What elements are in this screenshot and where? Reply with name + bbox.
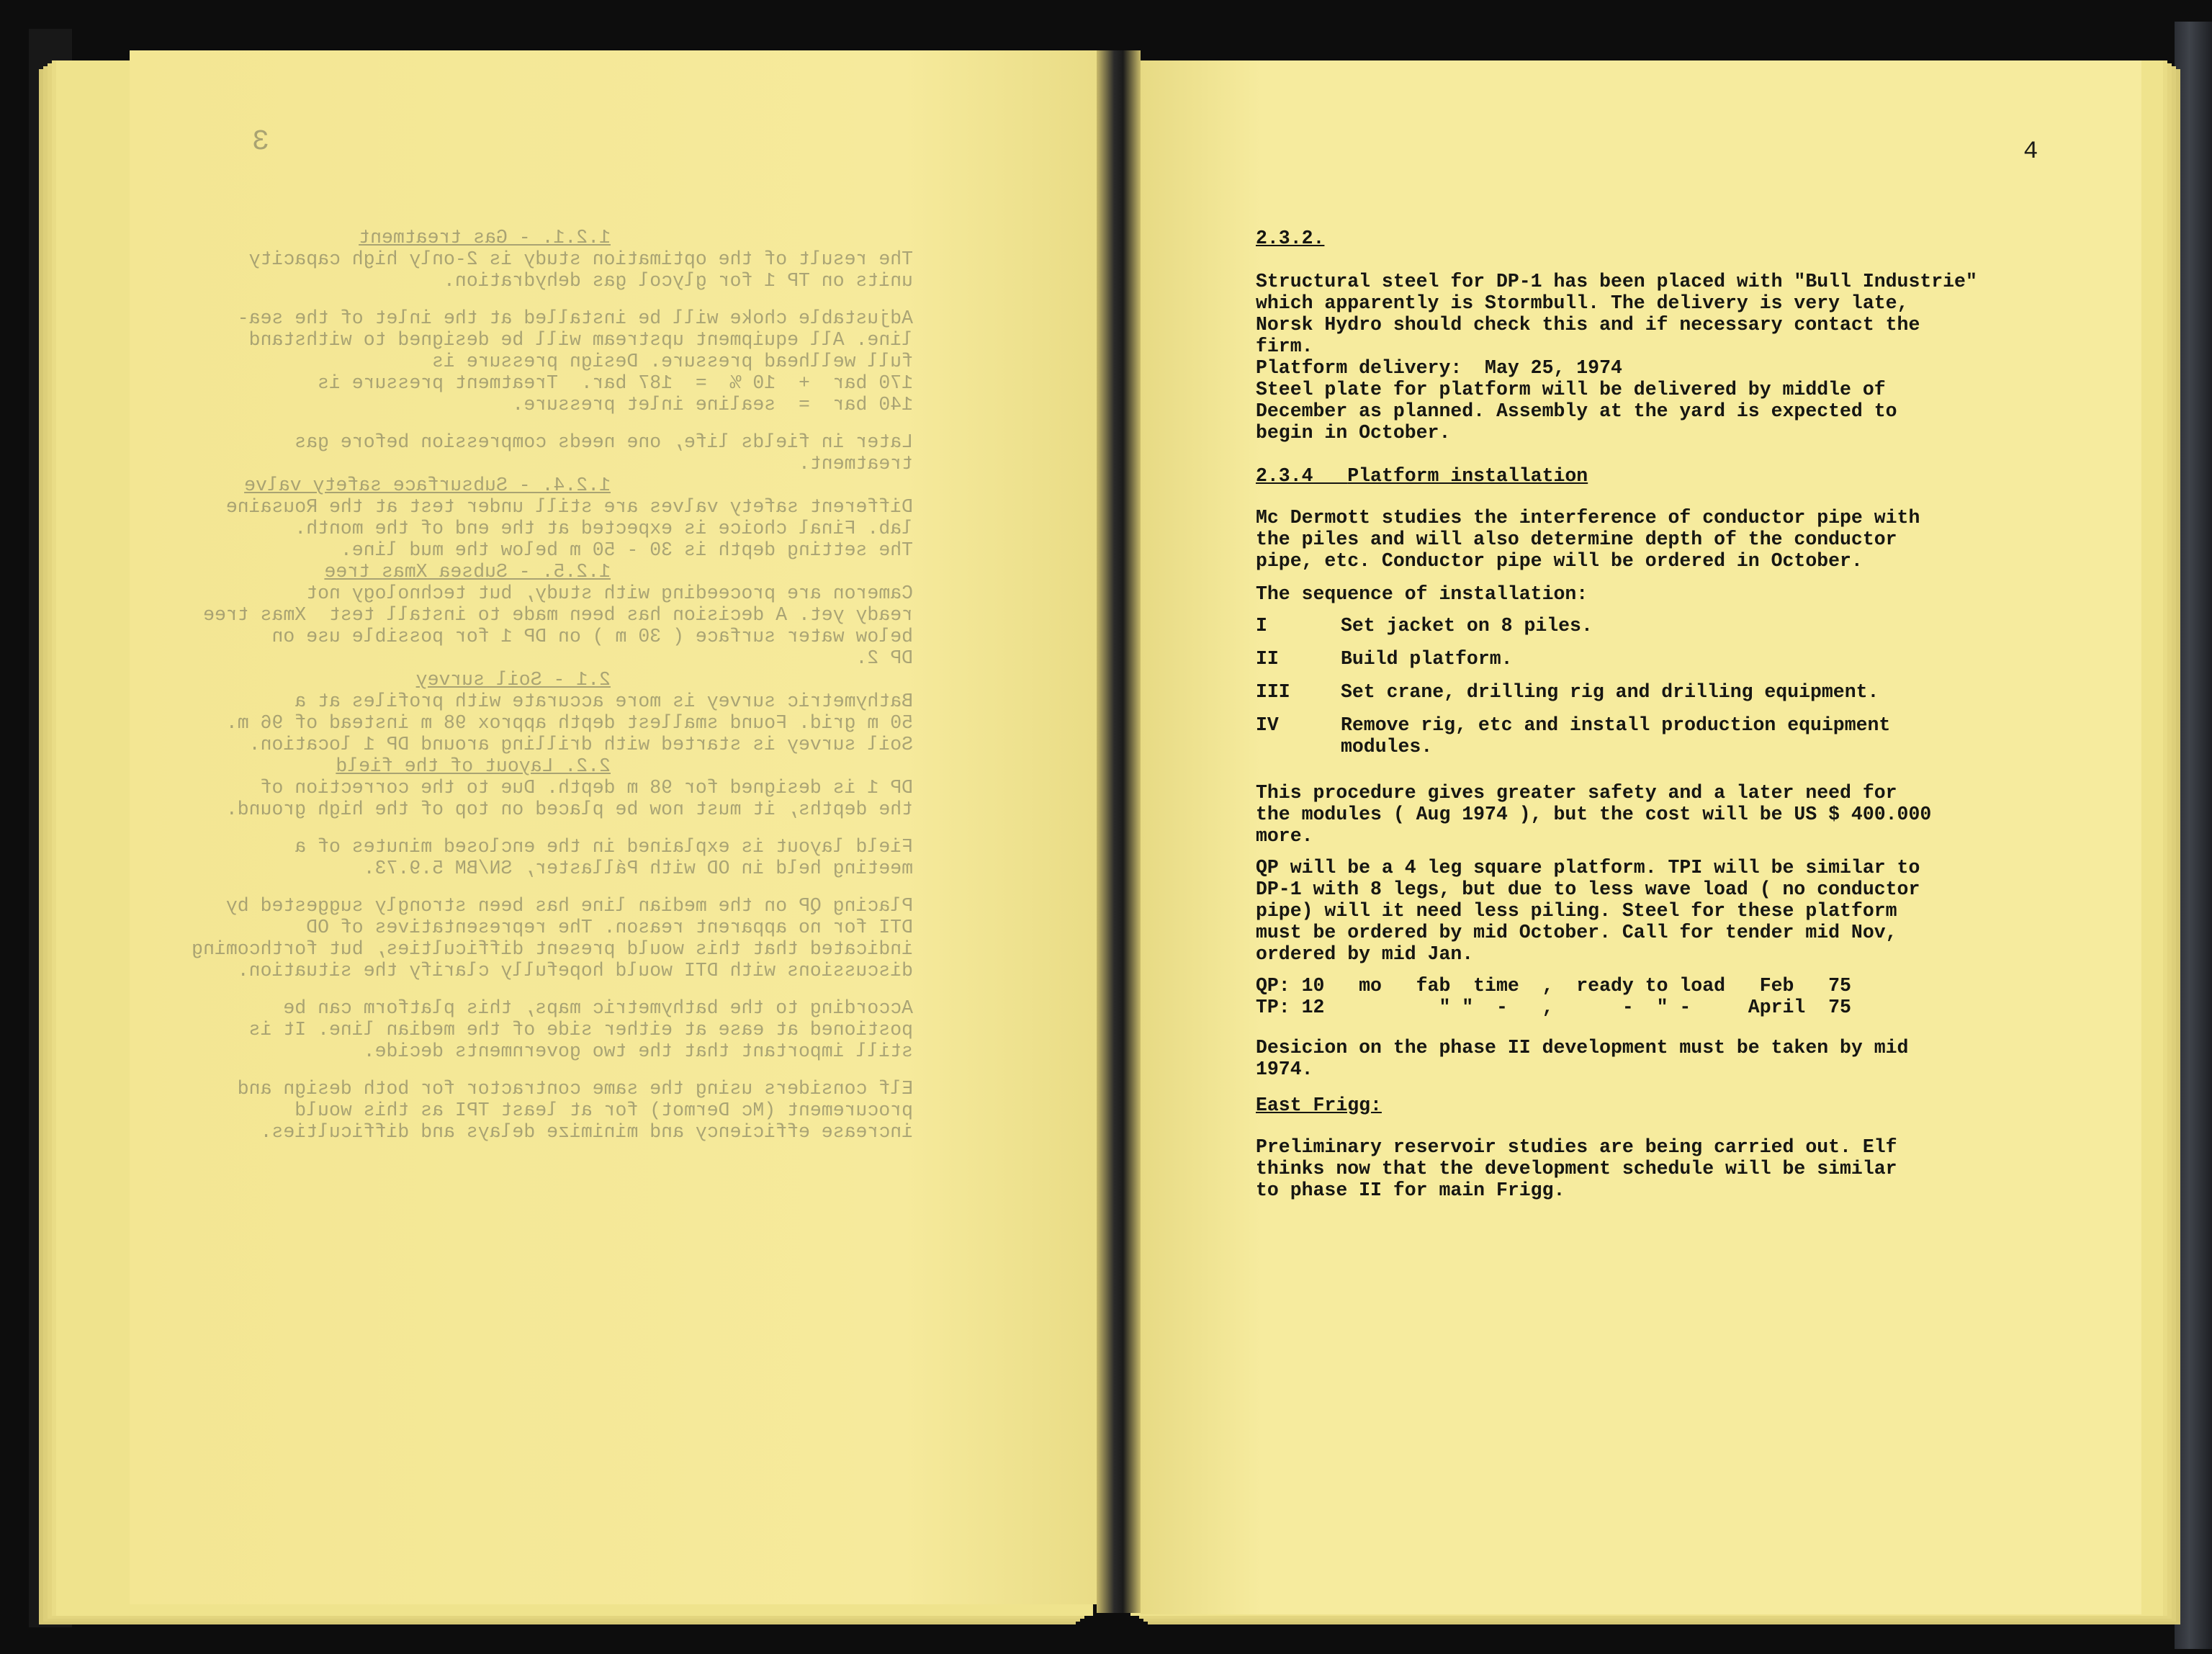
left-text-line: According to the bathymetric maps, this platform can be: [283, 997, 913, 1019]
left-text-line: [171, 981, 913, 997]
mc-dermott-paragraph: Mc Dermott studies the interference of conductor pipe with the piles and will also determine depth of the conductor pipe, etc. Conductor pipe will be ordered in October.: [1256, 507, 1920, 572]
left-text-line: the depths, it must now be placed on top of the high ground.: [225, 799, 913, 820]
qp-platform-paragraph: QP will be a 4 leg square platform. TPI will be similar to DP-1 with 8 legs, but due to less wave load ( no conductor pipe) will it need less piling. Steel for these platform must be ordered by mid October. Call for tender mid Nov, ordered by mid Jan.: [1256, 857, 1920, 965]
left-text-line: 170 bar + 10 % = 187 bar. Treatment pressure is: [318, 372, 913, 394]
left-text-line: [171, 1062, 913, 1078]
list-item: IV Remove rig, etc and install production equipment: [1256, 714, 1891, 736]
left-page-text: [171, 227, 913, 1143]
left-section-heading: 2.1 - Soil survey: [415, 669, 611, 691]
left-text-line: [171, 292, 913, 307]
left-text-line: meeting held in OD with Pállaster, SN/BM 5.9.73.: [363, 858, 913, 879]
left-section-heading: 1.2.5. - Subsea Xmas tree: [324, 561, 611, 583]
left-text-line: ready yet. A decision has been made to install test Xmas tree: [203, 604, 913, 626]
left-text-line: DTI for no apparent reason. The representatives of OD: [306, 917, 913, 938]
left-text-line: 140 bar = sealine inlet pressure.: [512, 394, 913, 415]
section-2-3-2: [1256, 228, 1324, 249]
left-text-line: line. All equipment upstream will be designed to withstand: [248, 329, 913, 351]
structural-steel-paragraph: Structural steel for DP-1 has been placed with "Bull Industrie" which apparently is Stormbull. The delivery is very late, Norsk Hydro should check this and if necessary contact the firm.: [1256, 271, 1977, 357]
left-text-line: Field layout is explained in the enclosed minutes of a: [295, 836, 913, 858]
left-text-line: discussions with DTI would hopefully clarify the situation.: [237, 960, 913, 981]
left-section-heading: 2.2. Layout of the field: [336, 755, 611, 777]
installation-sequence-list: I Set jacket on 8 piles. II Build platform. III Set crane, drilling rig and drilling equipment. IV Remove rig, etc and install production equipment modules.: [1256, 615, 1891, 758]
left-text-line: Different safety valves are still under test at the Rousaine: [225, 496, 913, 518]
left-text-line: The setting depth is 30 - 50 m below the mud line.: [340, 539, 913, 561]
platform-delivery-paragraph: Platform delivery: May 25, 1974 Steel plate for platform will be delivered by middle of December as planned. Assembly at the yard is expected to begin in October.: [1256, 357, 1897, 444]
left-text-line: [171, 415, 913, 431]
decision-paragraph: Desicion on the phase II development must be taken by mid 1974.: [1256, 1037, 1909, 1080]
east-frigg-paragraph: Preliminary reservoir studies are being carried out. Elf thinks now that the development schedule will be similar to phase II for main Frigg.: [1256, 1136, 1897, 1201]
east-frigg-heading: East Frigg:: [1256, 1095, 1382, 1116]
left-text-line: [171, 820, 913, 836]
left-text-line: The result of the optimation study is 2-only high capacity: [248, 248, 913, 270]
left-text-line: indicated that this would present difficulties, but forthcoming: [192, 938, 913, 960]
left-text-line: treatment.: [798, 453, 913, 475]
left-section-heading: 1.2.4. - Subsurface safety valve: [244, 475, 611, 496]
left-text-line: Cameron are proceeding with study, but technology not: [306, 583, 913, 604]
left-page-number: 3: [252, 126, 270, 158]
left-text-line: 50 m grid. Found smallest depth approx 98 m instead of 96 m.: [225, 712, 913, 734]
left-section-heading: 1.2.1. - Gas treatment: [359, 227, 611, 248]
left-text-line: increase efficiency and minimize delays and difficulties.: [260, 1121, 913, 1143]
cover-edge-right: [2175, 22, 2212, 1649]
left-text-line: below water surface ( 30 m ) on DP 1 for possible use on: [271, 626, 913, 647]
list-item: III Set crane, drilling rig and drilling equipment.: [1256, 681, 1879, 703]
section-2-3-4-heading: 2.3.4 Platform installation: [1256, 465, 1588, 487]
list-item: II Build platform.: [1256, 648, 1513, 670]
left-text-line: lab. Final choice is expected at the end of the month.: [295, 518, 913, 539]
left-text-line: Adjustable choke will be installed at the inlet of the sea-: [237, 307, 913, 329]
left-text-line: procurement (Mc Dermot) for at least TPI as this would: [295, 1100, 913, 1121]
left-text-line: units on TP 1 for glycol gas dehydration.: [443, 270, 913, 292]
procedure-paragraph: This procedure gives greater safety and a later need for the modules ( Aug 1974 ), but the cost will be US $ 400.000 more.: [1256, 782, 1932, 847]
left-text-line: Later in fields life, one needs compression before gas: [295, 431, 913, 453]
left-page: [130, 50, 1097, 1604]
right-page-number: 4: [2023, 138, 2038, 166]
fabrication-schedule: QP: 10 mo fab time , ready to load Feb 75 TP: 12 " " - , - " - April 75: [1256, 975, 1851, 1018]
left-page-bleedthrough: [130, 50, 1097, 1604]
right-page: [1141, 60, 2141, 1614]
left-text-line: Placing QP on the median line has been strongly suggested by: [225, 895, 913, 917]
left-text-line: postioned at ease at either side of the median line. It is: [248, 1019, 913, 1041]
section-heading-2-3-2: 2.3.2.: [1256, 228, 1325, 249]
list-item: I Set jacket on 8 piles.: [1256, 615, 1593, 637]
left-text-line: Elf considers using the same contractor for both design and: [237, 1078, 913, 1100]
book-gutter: [1097, 50, 1141, 1613]
left-text-line: Bathymetric survey is more accurate with profiles at a: [295, 691, 913, 712]
left-text-line: DP 2.: [855, 647, 913, 669]
left-text-line: Soil survey is started with drilling around DP 1 location.: [248, 734, 913, 755]
left-text-line: [171, 879, 913, 895]
sequence-title: The sequence of installation:: [1256, 583, 1588, 605]
left-text-line: full wellhead pressure. Design pressure is: [432, 351, 913, 372]
left-text-line: still important that the two governments decide.: [363, 1041, 913, 1062]
left-text-line: DP 1 is designed for 98 m depth. Due to the correction of: [260, 777, 913, 799]
